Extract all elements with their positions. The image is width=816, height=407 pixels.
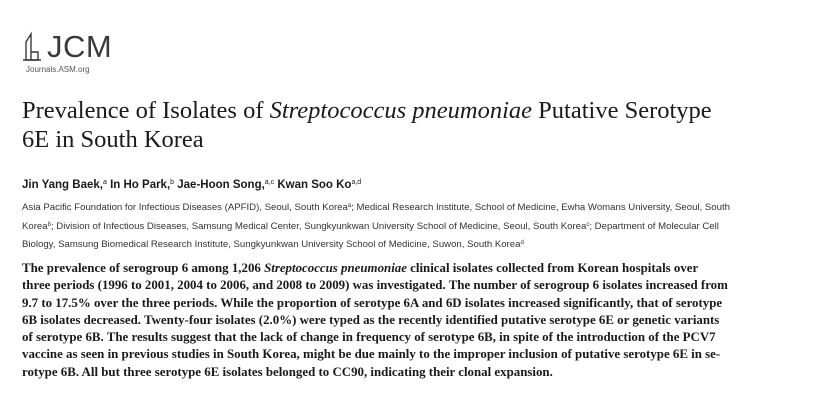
author-name: In Ho Park, [110,179,171,191]
asm-emblem-icon [20,30,44,62]
affiliation-marker: a [347,203,352,209]
abstract-line: 9.7 to 17.5% over the three periods. While the proportion of serotype 6A and 6D isolates increased significantly, that of serotype [22,295,723,310]
affiliation-text: ; Medical Research Institute, School of Medicine, Ewha Womans University, Seoul, South [351,202,730,213]
author-list [22,179,361,191]
abstract-line: rotype 6B. All but three serotype 6E isolates belonged to CC90, indicating their clonal expansion. [22,364,553,379]
article-title [22,96,802,154]
affiliation-marker: b [47,221,51,228]
author-affil-marker: b [170,179,175,186]
affiliation-marker: c [586,221,590,228]
abstract-line: vaccine as seen in previous studies in South Korea, might be due mainly to the improper inclusion of putative serotype 6E in se- [22,347,721,362]
abstract-line [22,260,802,277]
affiliation-text: Korea [22,220,48,232]
journal-logo [20,28,140,84]
title-part1: Prevalence of Isolates of [22,97,270,124]
author-affil-marker: a,d [351,179,362,186]
affiliation-line [22,235,802,254]
abstract-line: 6B isolates decreased. Twenty-four isolates (2.0%) were typed as the recently identified putative serotype 6E or genetic variants [22,312,720,327]
author-affil-marker: a [102,179,107,186]
title-line2: 6E in South Korea [22,126,204,153]
abstract-species: Streptococcus pneumoniae [264,261,407,275]
author-affil-marker: a,c [264,179,275,186]
author-name: Kwan Soo Ko [277,179,352,191]
abstract-text: The prevalence of serogroup 6 among 1,206 [22,261,265,275]
affiliation-text: Biology, Samsung Biomedical Research Institute, Sungkyunkwan University School of Medicine, Suwon, South Korea [22,239,521,250]
title-part2: Putative Serotype [532,97,712,124]
affiliation-text: ; Department of Molecular Cell [589,220,719,232]
affiliation-text: ; Division of Infectious Diseases, Samsung Medical Center, Sungkyunkwan University School of Medicine, Seoul, South Korea [50,220,587,232]
affiliation-line [22,217,802,236]
abstract [22,260,802,381]
journal-site: Journals.ASM.org [26,65,90,74]
abstract-text: clinical isolates collected from Korean hospitals over [406,261,699,275]
abstract-line: of serotype 6B. The results suggest that the lack of change in frequency of serotype 6B, in spite of the introduction of the PCV7 [22,330,716,345]
abstract-line: three periods (1996 to 2001, 2004 to 2006, and 2008 to 2009) was investigated. The number of serogroup 6 isolates increased from [22,278,728,293]
journal-abbrev: JCM [47,29,113,64]
author-name: Jin Yang Baek, [22,179,103,191]
author-name: Jae-Hoon Song, [177,179,265,191]
affiliations [22,198,802,254]
title-species: Streptococcus pneumoniae [269,97,533,124]
affiliation-marker: d [520,240,524,246]
affiliation-line [22,198,802,217]
affiliation-text: Asia Pacific Foundation for Infectious Diseases (APFID), Seoul, South Korea [22,202,348,213]
